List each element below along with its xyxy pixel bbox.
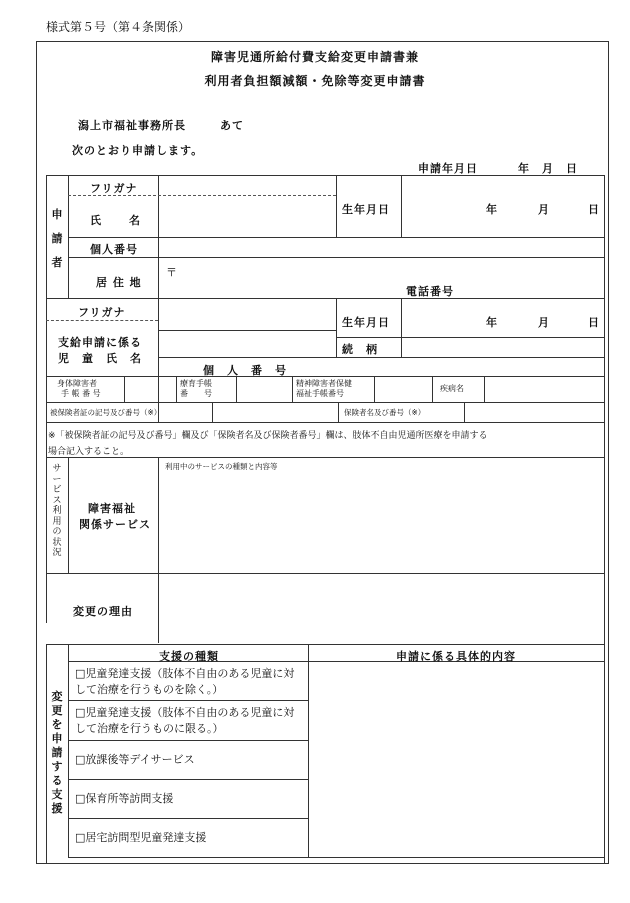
rule — [604, 644, 605, 858]
applicant-birth-year: 年 — [486, 203, 498, 216]
support-type-header: 支援の種類 — [159, 650, 219, 663]
mental-cert-label-line2: 福祉手帳番号 — [296, 389, 344, 398]
disability-cert-label-line1: 身体障害者 — [57, 379, 97, 388]
applicant-birth-month: 月 — [538, 203, 550, 216]
rule — [464, 402, 465, 422]
applicant-birth-day: 日 — [588, 203, 600, 216]
service-category-line2: 関係サービス — [79, 518, 151, 531]
rule — [212, 402, 213, 422]
child-birth-label: 生年月日 — [342, 316, 390, 329]
rule — [46, 644, 47, 863]
rule — [46, 175, 605, 176]
rule — [336, 175, 337, 237]
rule — [124, 376, 125, 402]
child-birth-year: 年 — [486, 316, 498, 329]
child-birth-month: 月 — [538, 316, 550, 329]
service-content-hint: 利用中のサービスの種類と内容等 — [165, 462, 278, 471]
phone-label: 電話番号 — [406, 285, 454, 298]
rule — [292, 376, 293, 402]
rule — [158, 457, 159, 643]
rule — [46, 175, 47, 623]
form-title-line2: 利用者負担額減額・免除等変更申請書 — [204, 74, 426, 88]
support-option-checkbox[interactable]: □児童発達支援（肢体不自由のある児童に対して治療を行うものを除く。） — [75, 667, 295, 696]
rule — [68, 857, 605, 858]
rule — [236, 376, 237, 402]
rule — [46, 457, 605, 458]
addressee: 潟上市福祉事務所長 — [78, 119, 186, 132]
rule — [68, 644, 69, 858]
applicant-name-label: 氏 名 — [90, 214, 142, 227]
rule — [374, 376, 375, 402]
form-title-line1: 障害児通所給付費支給変更申請書兼 — [210, 50, 419, 64]
service-status-side-label: サービス利用の状況 — [52, 464, 62, 558]
support-option-checkbox[interactable]: □居宅訪問型児童発達支援 — [75, 831, 207, 844]
rule — [68, 661, 605, 662]
rule — [68, 700, 308, 701]
rule — [338, 402, 339, 422]
application-date-label: 申請年月日 — [418, 162, 478, 175]
ryoiku-cert-label-line1: 療育手帳 — [180, 379, 212, 388]
child-name-label-line1: 支給申請に係る — [58, 336, 142, 349]
child-birth-day: 日 — [588, 316, 600, 329]
insurance-card-label: 被保険者証の記号及び番号（※） — [50, 408, 162, 417]
addressee-suffix: あて — [220, 119, 244, 132]
note-line2: 場合記入すること。 — [48, 447, 130, 457]
rule — [176, 376, 177, 402]
rule — [432, 376, 433, 402]
applicant-personal-number-label: 個人番号 — [90, 243, 138, 256]
change-request-side-label: 変更を申請する支援 — [51, 690, 63, 815]
rule — [336, 298, 337, 357]
rule — [68, 257, 605, 258]
ryoiku-cert-label-line2: 番 号 — [180, 389, 212, 398]
rule — [46, 298, 605, 299]
support-option-checkbox[interactable]: □児童発達支援（肢体不自由のある児童に対して治療を行うものに限る。） — [75, 706, 295, 735]
rule — [46, 376, 605, 377]
rule — [158, 330, 336, 331]
intro-text: 次のとおり申請します。 — [72, 144, 204, 157]
note-line1: ※「被保険者証の記号及び番号」欄及び「保険者名及び保険者番号」欄は、肢体不自由児通所医療を申請する — [48, 431, 488, 441]
rule — [484, 376, 485, 402]
rule — [336, 337, 605, 338]
rule — [68, 740, 308, 741]
child-relation-label: 続 柄 — [342, 343, 378, 356]
support-option-checkbox[interactable]: □放課後等デイサービス — [75, 753, 195, 766]
mental-cert-label-line1: 精神障害者保健 — [296, 379, 352, 388]
disability-cert-label-line2: 手 帳 番 号 — [61, 389, 101, 398]
rule — [308, 644, 309, 858]
request-detail-header: 申請に係る具体的内容 — [396, 650, 516, 663]
postal-mark: 〒 — [166, 266, 178, 279]
rule — [68, 818, 308, 819]
rule — [46, 402, 605, 403]
support-option-checkbox[interactable]: □保育所等訪問支援 — [75, 792, 174, 805]
rule — [68, 237, 605, 238]
insurer-label: 保険者名及び番号（※） — [344, 408, 426, 417]
form-number: 様式第５号（第４条関係） — [46, 20, 191, 34]
child-furigana-label: フリガナ — [78, 306, 126, 319]
application-date-units: 年 月 日 — [518, 162, 578, 175]
rule — [46, 422, 605, 423]
rule — [46, 644, 605, 645]
service-category-line1: 障害福祉 — [88, 502, 136, 515]
rule — [68, 457, 69, 573]
rule — [401, 298, 402, 357]
child-personal-number-label: 個 人 番 号 — [203, 364, 287, 377]
rule — [401, 175, 402, 237]
rule — [68, 779, 308, 780]
rule — [158, 357, 605, 358]
child-furigana-divider — [46, 320, 158, 321]
child-name-label-line2: 児 童 氏 名 — [58, 352, 142, 365]
applicant-side-label: 申請者 — [51, 208, 63, 269]
rule — [46, 573, 605, 574]
disease-label: 疾病名 — [440, 384, 464, 393]
applicant-birth-label: 生年月日 — [342, 203, 390, 216]
change-reason-label: 変更の理由 — [73, 605, 133, 618]
applicant-furigana-label: フリガナ — [90, 182, 138, 195]
applicant-address-label: 居 住 地 — [96, 276, 142, 289]
